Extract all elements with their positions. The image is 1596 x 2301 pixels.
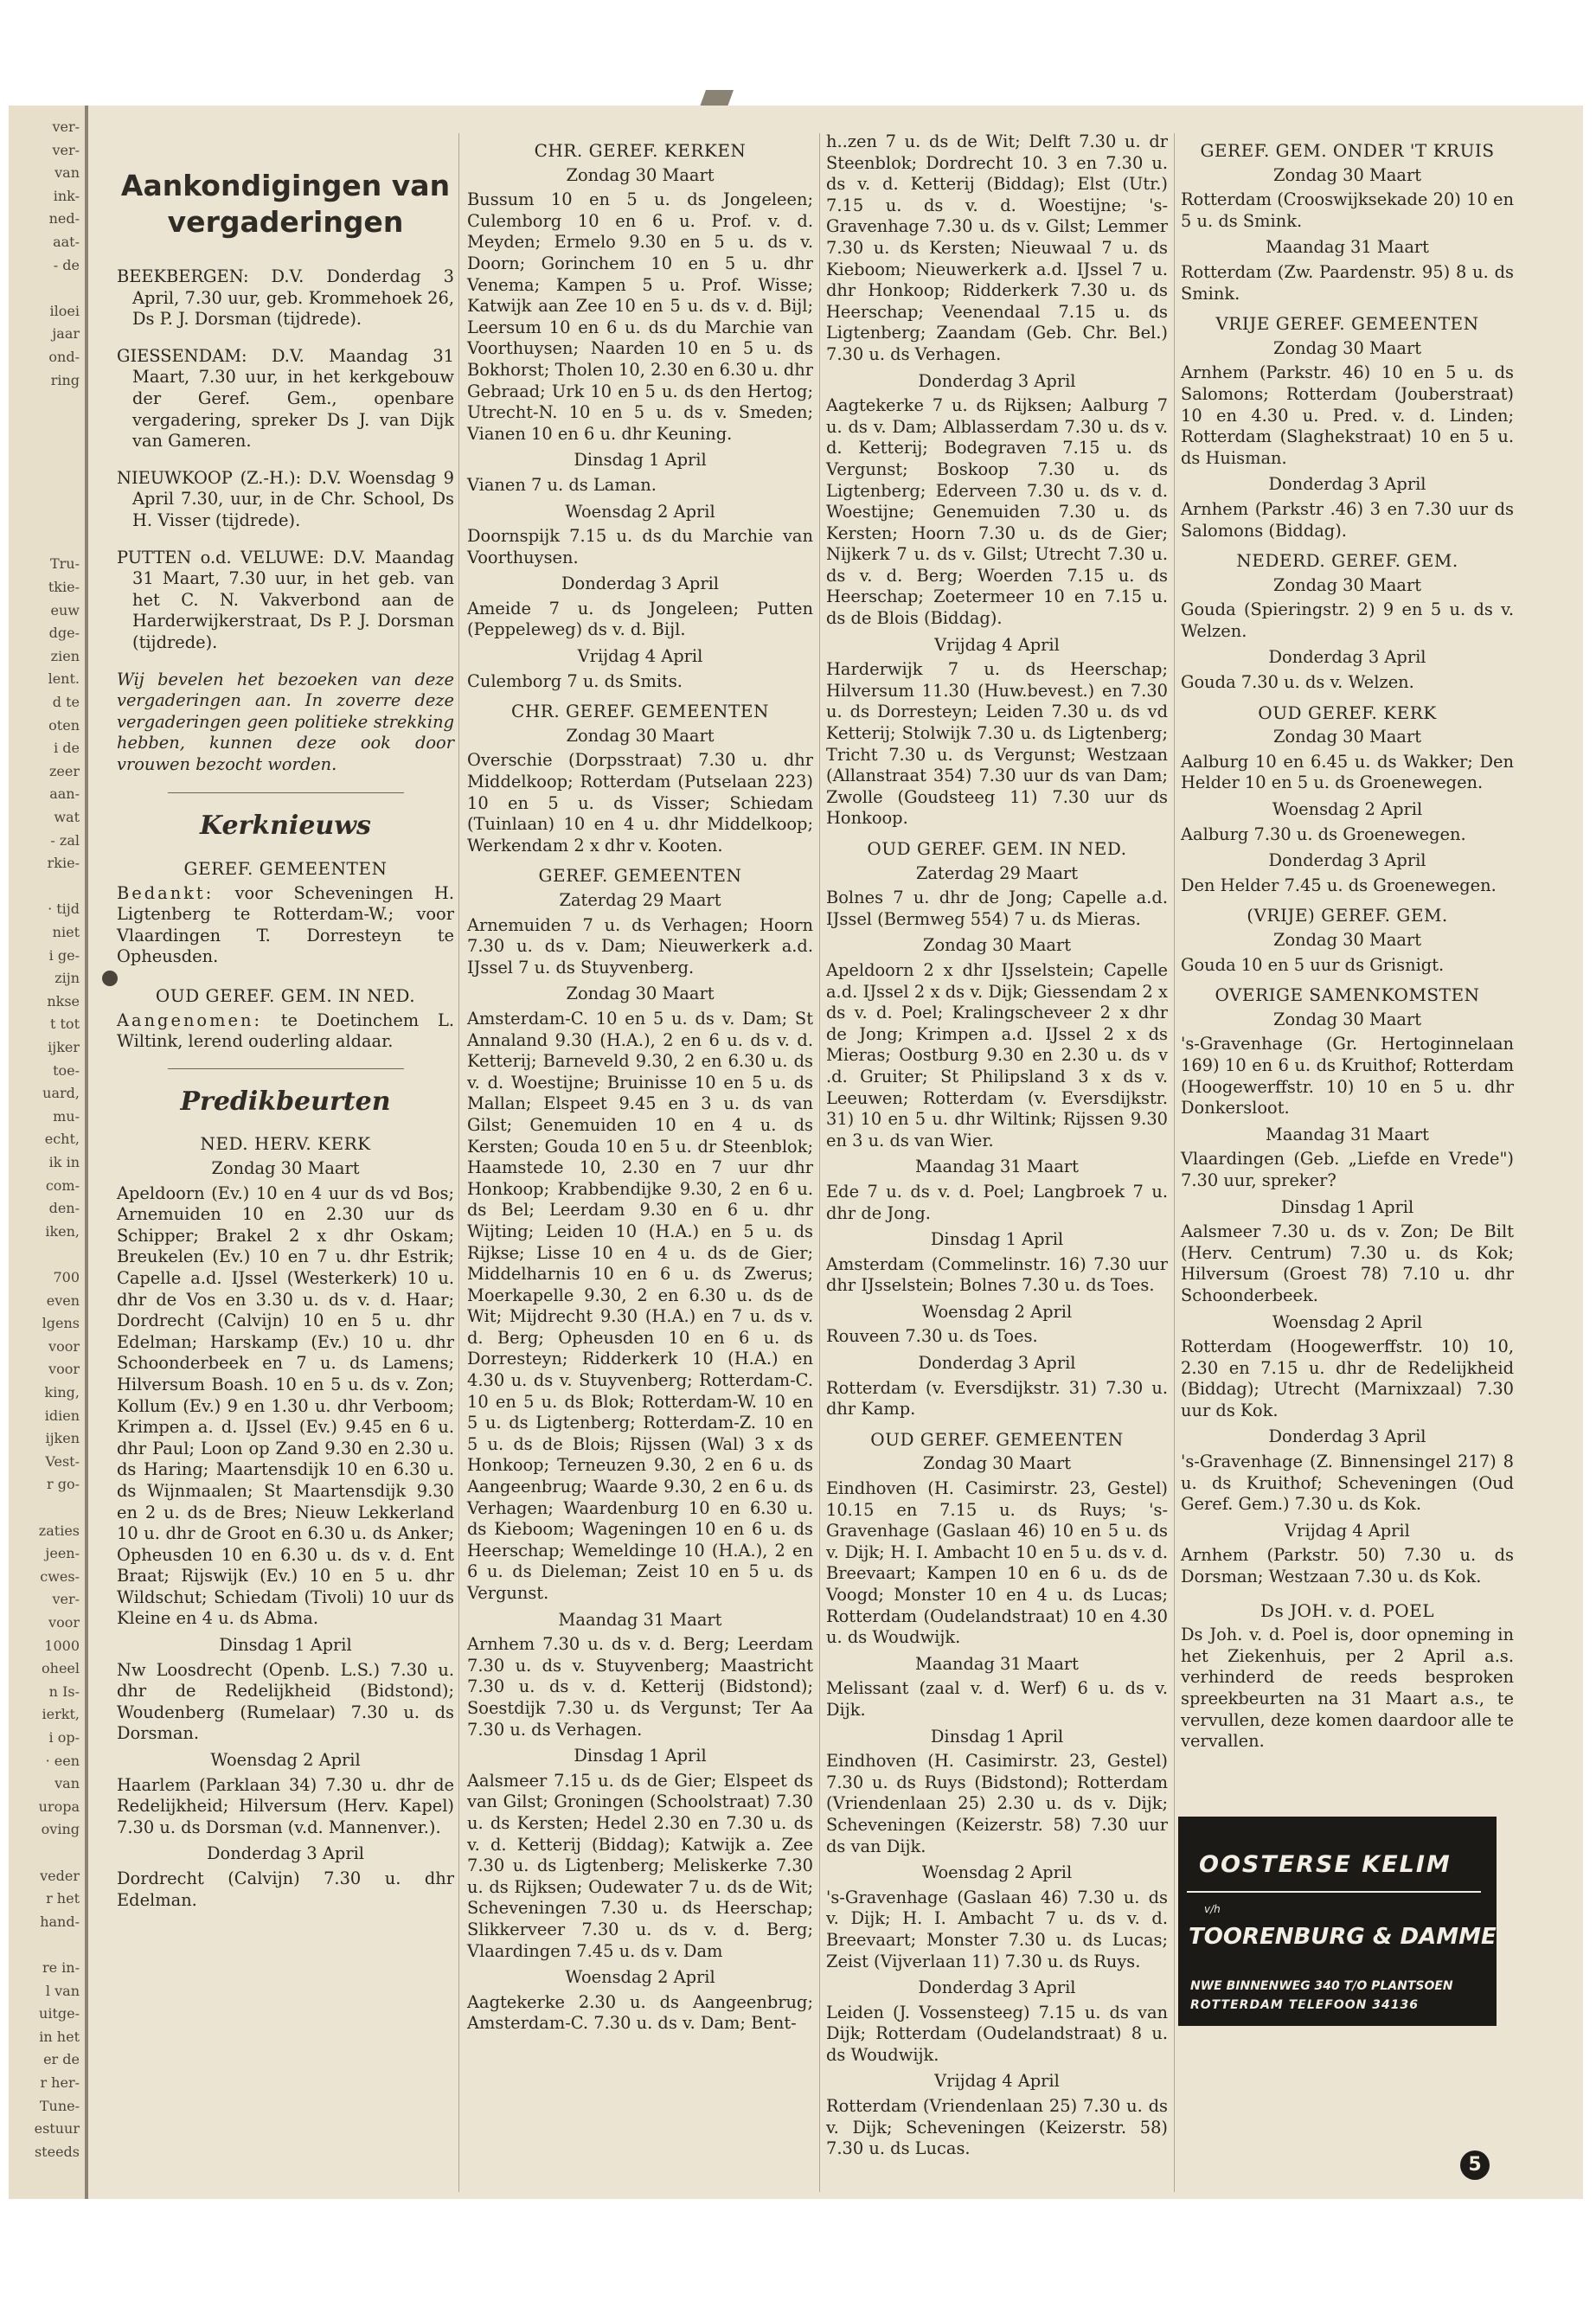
strip-line: even [46,1292,80,1309]
column-2 [467,131,813,2040]
day-heading: Vrijdag 4 April [934,634,1060,655]
bedankt-paragraph [117,883,454,968]
day-heading: Woensdag 2 April [921,1862,1073,1883]
schedule-text: Aalsmeer 7.15 u. ds de Gier; Elspeet ds van Gilst; Groningen (Schoolstraat) 7.30 u. ds Kersten; Hedel 2.30 en 7.30 u. ds v. d. Ketterij (Biddag); Katwijk a. Zee 7.30 u. ds Ligtenberg; Meliskerke 7.30 u. ds Rijksen; Oudewater 7 u. ds de Wit; Scheveningen 7.30 u. ds Heerschap; Slikkerveer 7.30 u. ds v. d. Berg; Vlaardingen 7.45 u. ds v. Dam [467,1770,813,1961]
strip-line: van [54,164,80,182]
strip-line: euw [50,601,80,619]
schedule-text: Rotterdam (Zw. Paardenstr. 95) 8 u. ds Smink. [1181,261,1514,304]
announcement-item: GIESSENDAM: D.V. Maandag 31 Maart, 7.30 uur, in het kerkgebouw der Geref. Gem., openbare vergadering, spreker Ds J. van Dijk van Gameren. [117,345,454,452]
strip-line: d te [52,694,80,710]
announcement-item: PUTTEN o.d. VELUWE: D.V. Maandag 31 Maart, 7.30 uur, in het geb. van het C. N. Vakverbond aan de Harderwijkerstraat, Ds P. J. Dorsman (tijdrede). [117,547,454,652]
strip-line: zeer [48,762,80,779]
section-head: VRIJE GEREF. GEMEENTEN [1215,313,1479,335]
schedule-text: Haarlem (Parklaan 34) 7.30 u. dhr de Redelijkheid; Hilversum (Herv. Kapel) 7.30 u. ds Dorsman (v.d. Mannenver.). [117,1774,454,1837]
day-heading: Zondag 30 Maart [1272,574,1422,595]
day-heading: Vrijdag 4 April [934,2071,1060,2092]
strip-line: nkse [47,992,80,1009]
column-4 [1181,131,1514,1758]
strip-line: oten [48,716,80,734]
aangenomen-text: te Doetinchem L. Wiltink, lerend ouderling aldaar. [117,1009,454,1052]
strip-line: Vest- [45,1452,80,1470]
strip-line: echt, [44,1131,80,1148]
strip-line: uard, [42,1085,80,1102]
day-heading: Maandag 31 Maart [558,1609,722,1630]
schedule-text: Amsterdam-C. 10 en 5 u. ds v. Dam; St Annaland 9.30 (H.A.), 2 en 6 u. ds v. d. Ketterij; Barneveld 9.30, 2 en 6.30 u. ds v. d. Woestijne; Bruinisse 10 en 5 u. ds Mallan; Elspeet 9.45 en 3 u. ds van Gilst; Genemuiden 10 en 4 u. ds Kersten; Gouda 10 en 5 u. dr Steenblok; Haamstede 10, 2.30 en 7 uur dhr Honkoop; Krabbendijke 9.30, 2 en 6 u. ds Bel; Leerdam 9.30 en 6 u. dhr Wijting; Leiden 10 (H.A.) en 5 u. ds Rijkse; Lisse 10 en 4 u. ds de Gier; Middelharnis 10 en 6 u. ds Zwerus; Moerkapelle 9.30, 2 en 6.30 u. ds de Wit; Mijdrecht 9.30 (H.A.) en 7 u. ds v. d. Berg; Opheusden 10 en 6 u. ds Dorresteyn; Ridderkerk 10 (H.A.) en 4.30 u. ds v. Stuyvenberg; Rotterdam-C. 10 en 5 u. ds Blok; Rotterdam-W. 10 en 5 u. ds Ligtenberg; Rotterdam-Z. 10 en 5 u. ds de Blois; Rijssen (Wal) 3 x ds Honkoop; Terneuzen 9.30, 2 en 6 u. ds Aangeenbrug; Waarde 9.30, 2 en 6 u. ds Verhagen; Waardenburg 10 en 6.30 u. ds Kieboom; Wageningen 10 en 6 u. ds Heerschap; Wemeldinge 10 (H.A.), 2 en 6 u. ds Dieleman; Zeist 10 en 5 u. ds Vergunst. [467,1008,813,1603]
announcements-list [117,266,454,654]
strip-line: oheel [42,1660,80,1677]
day-heading: Dinsdag 1 April [930,1229,1064,1250]
strip-line: Tune- [39,2097,80,2114]
schedule-text: Aagtekerke 2.30 u. ds Aangeenbrug; Amsterdam-C. 7.30 u. ds v. Dam; Bent- [467,1991,813,2034]
strip-line: iken, [45,1222,80,1240]
schedule-text: Bolnes 7 u. dhr de Jong; Capelle a.d. IJssel (Bermweg 554) 7 u. ds Mieras. [826,888,1168,929]
strip-line: ver- [52,141,80,158]
schedule-text: Gouda 10 en 5 uur ds Grisnigt. [1181,954,1445,975]
strip-line: idien [44,1407,80,1424]
day-heading: Zondag 30 Maart [1272,164,1422,185]
column-4-blocks [1181,140,1514,1588]
divider [168,792,404,793]
section-head: (VRIJE) GEREF. GEM. [1247,905,1448,926]
day-heading: Dinsdag 1 April [574,1746,707,1766]
day-heading: Woensdag 2 April [210,1750,361,1771]
strip-line: · tijd [48,901,80,918]
section-head: OVERIGE SAMENKOMSTEN [1215,984,1480,1006]
day-heading: Woensdag 2 April [565,501,715,522]
strip-line: van [54,1775,80,1792]
schedule-text: Bussum 10 en 5 u. ds Jongeleen; Culemborg 10 en 6 u. Prof. v. d. Meyden; Ermelo 9.30 en 5 u. ds v. Doorn; Gorinchem 10 en 5 u. dhr Venema; Kampen 5 u. Prof. Wisse; Katwijk aan Zee 10 en 5 u. ds v. d. Bijl; Leersum 10 en 6 u. ds du Marchie van Voorthuysen; Naarden 10 en 5 u. ds Bokhorst; Tholen 10, 2.30 en 6.30 u. dhr Gebraad; Urk 10 en 5 u. ds den Hertog; Utrecht-N. 10 en 5 u. ds v. Smeden; Vianen 10 en 6 u. dhr Keuning. [467,189,813,444]
day-heading: Zondag 30 Maart [566,984,715,1004]
schedule-text: Arnhem (Parkstr. 46) 10 en 5 u. ds Salomons; Rotterdam (Jouberstraat) 10 en 4.30 u. Pred. v. d. Linden; Rotterdam (Slaghekstraat) 10 en 5 u. ds Huisman. [1181,362,1514,468]
schedule-text: Leiden (J. Vossensteeg) 7.15 u. ds van Dijk; Rotterdam (Oudelandstraat) 8 u. ds Woudwijk. [826,2002,1168,2065]
strip-line: iloei [49,302,80,319]
schedule-text: Doornspijk 7.15 u. ds du Marchie van Voorthuysen. [467,526,813,567]
schedule-text: Melissant (zaal v. d. Werf) 6 u. ds v. Dijk. [826,1678,1168,1720]
schedule-text: Arnemuiden 7 u. ds Verhagen; Hoorn 7.30 u. ds v. Dam; Nieuwerkerk a.d. IJssel 7 u. ds Stuyvenberg. [467,914,813,977]
day-heading: Maandag 31 Maart [1266,1124,1429,1144]
schedule-text: 's-Gravenhage (Gr. Hertoginnelaan 169) 10 en 6 u. ds Kruithof; Rotterdam (Hoogewerffstr. 10) 10 en 5 u. dhr Donkersloot. [1181,1034,1514,1118]
strip-line: toe- [53,1061,80,1079]
section-head: NEDERD. GEREF. GEM. [1236,550,1458,572]
day-heading: Woensdag 2 April [921,1301,1073,1322]
schedule-text: Arnhem (Parkstr. 50) 7.30 u. ds Dorsman; Westzaan 7.30 u. ds Kok. [1181,1545,1514,1587]
strip-line: ver- [52,1591,80,1608]
continued-text: h..zen 7 u. ds de Wit; Delft 7.30 u. dr Steenblok; Dordrecht 10. 3 en 7.30 u. ds v. d. Ketterij (Biddag); Elst (Utr.) 7.15 u. ds v. d. Woestijne; 's-Gravenhage 7.30 u. ds v. Gilst; Lemmer 7.30 u. ds Kersten; Nieuwaal 7 u. ds Kieboom; Nieuwerkerk a.d. IJssel 7 u. dhr Honkoop; Ridderkerk 7.30 u. ds Heerschap; Veenendaal 7.15 u. ds Ligtenberg; Zaandam (Geb. Chr. Bel.) 7.30 u. ds Verhagen. [826,131,1168,364]
schedule-text: Gouda 7.30 u. ds v. Welzen. [1181,672,1414,693]
strip-line: jeen- [45,1545,80,1562]
strip-line: - zal [50,831,80,849]
bullet-icon [102,971,118,986]
day-heading: Zaterdag 29 Maart [559,890,721,910]
strip-line: lgens [42,1315,80,1332]
section-head: OUD GEREF. KERK [1258,702,1437,723]
ad-line-1: OOSTERSE KELIM [1199,1851,1452,1878]
strip-line: ijken [45,1430,80,1447]
strip-line: den- [48,1200,80,1217]
day-heading: Donderdag 3 April [918,370,1076,391]
strip-line: uitge- [39,2005,80,2022]
strip-line: voor [48,1337,80,1355]
schedule-text: Aalburg 7.30 u. ds Groenewegen. [1181,824,1466,844]
day-heading: Zondag 30 Maart [566,164,715,185]
day-heading: Zondag 30 Maart [1272,1009,1422,1029]
schedule-text: Overschie (Dorpsstraat) 7.30 u. dhr Middelkoop; Rotterdam (Putselaan 223) 10 en 5 u. ds Visser; Schiedam (Tuinlaan) 10 en 4 u. dhr Middelkoop; Werkendam 2 x dhr v. Kooten. [467,750,813,856]
day-heading: Woensdag 2 April [565,1967,715,1988]
strip-line: n Is- [48,1682,80,1700]
schedule-text: Aalburg 10 en 6.45 u. ds Wakker; Den Helder 10 en 5 u. ds Groenewegen. [1181,751,1514,793]
schedule-text: Rotterdam (v. Eversdijkstr. 31) 7.30 u. dhr Kamp. [826,1377,1168,1420]
section-head: GEREF. GEMEENTEN [538,865,742,887]
bedankt-text: voor Scheveningen H. Ligtenberg te Rotterdam-W.; voor Vlaardingen T. Dorresteyn te Opheusden. [117,882,454,967]
day-heading: Donderdag 3 April [1268,474,1426,495]
strip-line: ring [50,371,80,388]
predikbeurten-title: Predikbeurten [180,1086,391,1117]
schedule-text: Harderwijk 7 u. ds Heerschap; Hilversum 11.30 (Huw.bevest.) en 7.30 u. ds Dorresteyn; Leiden 7.30 u. ds vd Ketterij; Stolwijk 7.30 u. ds Ligtenberg; Tricht 7.30 u. ds Vergunst; Westzaan (Allanstraat 354) 7.30 uur ds van Dam; Zwolle (Goudsteeg 11) 7.30 uur ds Honkoop. [826,659,1168,829]
day-heading: Zondag 30 Maart [922,1453,1072,1474]
bedankt-label: Bedankt: [117,882,215,903]
strip-line: ierkt, [42,1706,80,1723]
ad-line-5: ROTTERDAM TELEFOON 34136 [1190,1998,1419,2012]
strip-line: re in- [42,1959,80,1976]
left-column-fragment [9,106,88,2199]
strip-line: l van [45,1982,80,1999]
section-head-ned-herv-kerk: NED. HERV. KERK [200,1133,371,1155]
day-heading: Donderdag 3 April [1268,850,1426,871]
day-heading: Vrijdag 4 April [577,646,703,667]
strip-line: uropa [38,1798,80,1815]
schedule-text: Ede 7 u. ds v. d. Poel; Langbroek 7 u. dhr de Jong. [826,1181,1168,1223]
schedule-text: 's-Gravenhage (Z. Binnensingel 217) 8 u. ds Kruithof; Scheveningen (Oud Geref. Gem.) 7.30 u. ds Kok. [1181,1452,1514,1515]
strip-line: 700 [53,1269,80,1285]
strip-line: zien [50,647,80,664]
strip-line: in het [39,2028,80,2045]
strip-line: r het [46,1890,80,1907]
schedule-text: Vlaardingen (Geb. „Liefde en Vrede") 7.30 uur, spreker? [1181,1149,1514,1190]
strip-line: r go- [46,1476,80,1493]
strip-line: rkie- [47,855,80,872]
schedule-text: Arnhem (Parkstr .46) 3 en 7.30 uur ds Salomons (Biddag). [1181,498,1514,541]
schedule-text: Aalsmeer 7.30 u. ds v. Zon; De Bilt (Herv. Centrum) 7.30 u. ds Kok; Hilversum (Groest 78) 7.10 u. dhr Schoonderbeek. [1181,1221,1514,1305]
page-number-badge: 5 [1460,2150,1490,2180]
strip-line: ver- [52,119,80,135]
strip-line: voor [48,1614,80,1631]
strip-line: voor [48,1361,80,1378]
day-heading: Zondag 30 Maart [211,1158,360,1178]
strip-line: hand- [40,1913,80,1930]
column-divider [1174,133,1175,2192]
schedule-text: Arnhem 7.30 u. ds v. d. Berg; Leerdam 7.30 u. ds v. Stuyvenberg; Maastricht 7.30 u. ds v. d. Ketterij (Bidstond); Soestdijk 7.30 u. ds Vergunst; Ter Aa 7.30 u. ds Verhagen. [467,1634,813,1740]
strip-line: er de [43,2051,80,2068]
announcements-notice: Wij bevelen het bezoeken van deze vergaderingen aan. In zoverre deze vergaderingen geen politieke strekking hebben, kunnen deze ook door vrouwen bezocht worden. [117,669,454,774]
strip-line: dge- [48,625,80,642]
strip-line: ond- [48,349,80,365]
divider [168,1068,404,1069]
schedule-text: Rotterdam (Crooswijksekade 20) 10 en 5 u. ds Smink. [1181,189,1514,231]
day-heading: Vrijdag 4 April [1285,1520,1410,1541]
strip-line: jaar [52,325,80,343]
section-head-oud-geref: OUD GEREF. GEM. IN NED. [155,985,416,1007]
strip-line: aat- [53,234,80,250]
section-head-geref-gemeenten: GEREF. GEMEENTEN [183,858,388,880]
announcements-title: Aankondigingen van vergaderingen [120,169,451,239]
strip-line: ijker [48,1039,80,1055]
day-heading: Zondag 30 Maart [1272,930,1422,950]
day-heading: Zondag 30 Maart [566,725,715,746]
strip-line: i ge- [48,946,80,964]
column-1 [117,131,454,1916]
day-heading: Zondag 30 Maart [922,935,1072,956]
day-heading: Dinsdag 1 April [930,1726,1064,1747]
day-heading: Dinsdag 1 April [1280,1196,1414,1217]
column-3 [826,131,1168,2165]
ad-line-3: TOORENBURG & DAMME [1189,1924,1497,1950]
ned-herv-sections [117,1158,454,1911]
strip-line: Tru- [49,555,80,573]
day-heading: Donderdag 3 April [1268,647,1426,668]
strip-line: zijn [54,970,80,987]
strip-line: com- [45,1176,80,1194]
section-head: OUD GEREF. GEM. IN NED. [867,838,1127,859]
schedule-text: Apeldoorn 2 x dhr IJsselstein; Capelle a.d. IJssel 2 x ds v. Dijk; Giessendam 2 x ds v. d. Poel; Kralingscheveer 2 x dhr de Jong; Krimpen a.d. IJssel 2 x ds Mieras; Oostburg 9.30 en 2.30 u. ds v .d. Gruiter; St Philipsland 3 x ds v. Leeuwen; Rotterdam (v. Eversdijkstr. 31) 10 en 5 u. dhr Wiltink; Rijssen 9.30 en 3 u. ds van Wier. [826,959,1168,1150]
strip-line: ned- [48,210,80,228]
day-heading: Donderdag 3 April [1268,1426,1426,1447]
column-3-blocks [826,371,1168,2160]
day-heading: Donderdag 3 April [561,574,719,594]
poel-head: Ds JOH. v. d. POEL [1259,1599,1435,1621]
strip-line: niet [52,924,80,940]
column-divider [819,133,820,2192]
schedule-text: Culemborg 7 u. ds Smits. [467,670,683,691]
schedule-text: Rotterdam (Hoogewerffstr. 10) 10, 2.30 en 7.15 u. dhr de Redelijkheid (Biddag); Utrecht (Marnixzaal) 7.30 uur ds Kok. [1181,1336,1514,1420]
column-divider [458,133,459,2192]
poel-text: Ds Joh. v. d. Poel is, door opneming in het Ziekenhuis, per 2 April a.s. verhinderd de reeds besproken spreekbeurten na 31 Maart a.s., te vervullen, deze komen daardoor alle te vervallen. [1181,1625,1514,1752]
schedule-text: Eindhoven (H. Casimirstr. 23, Gestel) 7.30 u. ds Ruys (Bidstond); Rotterdam (Vriendenlaan 25) 2.30 u. ds v. Dijk; Scheveningen (Keizerstr. 58) 7.30 uur ds van Dijk. [826,1751,1168,1856]
ad-rule [1187,1891,1481,1893]
schedule-text: Dordrecht (Calvijn) 7.30 u. dhr Edelman. [117,1868,454,1910]
strip-line: veder [40,1867,80,1884]
strip-line: i op- [48,1729,80,1746]
day-heading: Donderdag 3 April [918,1353,1076,1374]
strip-line: wat [54,809,80,825]
schedule-text: Amsterdam (Commelinstr. 16) 7.30 uur dhr IJsselstein; Bolnes 7.30 u. ds Toes. [826,1253,1168,1296]
section-head: GEREF. GEM. ONDER 'T KRUIS [1200,140,1495,161]
schedule-text: Gouda (Spieringstr. 2) 9 en 5 u. ds v. Welzen. [1181,599,1514,641]
day-heading: Dinsdag 1 April [574,450,707,471]
day-heading: Donderdag 3 April [206,1843,364,1864]
schedule-text: Aagtekerke 7 u. ds Rijksen; Aalburg 7 u. ds v. Dam; Alblasserdam 7.30 u. ds v. d. Ketterij; Bodegraven 7.15 u. ds Vergunst; Boskoop 7.30 u. ds Ligtenberg; Ederveen 7.30 u. ds v. d. Woestijne; Genemuiden 7.30 u. ds Kersten; Hoorn 7.30 u. ds de Gier; Nijkerk 7 u. ds v. Gilst; Utrecht 7.30 u. ds v. d. Berg; Woerden 7.15 u. ds Heerschap; Zoetermeer 10 en 7.15 u. ds de Blois (Biddag). [826,395,1168,629]
section-head: OUD GEREF. GEMEENTEN [870,1428,1124,1450]
day-heading: Dinsdag 1 April [219,1635,352,1656]
strip-line: aan- [49,785,80,803]
schedule-text: Den Helder 7.45 u. ds Groenewegen. [1181,875,1497,895]
announcement-item: NIEUWKOOP (Z.-H.): D.V. Woensdag 9 April 7.30, uur, in de Chr. School, Ds H. Visser (tijdrede). [117,467,454,530]
day-heading: Woensdag 2 April [1272,799,1423,820]
schedule-text: Vianen 7 u. ds Laman. [467,474,657,495]
kerknieuws-title: Kerknieuws [200,811,371,842]
ad-line-2: v/h [1204,1903,1221,1915]
day-heading: Donderdag 3 April [918,1977,1076,1998]
strip-line: r her- [40,2074,80,2091]
strip-line: zaties [38,1522,80,1539]
strip-line: cwes- [40,1567,80,1585]
strip-line: ink- [53,187,80,204]
aangenomen-paragraph [117,1010,454,1053]
strip-line: i de [54,740,80,757]
day-heading: Woensdag 2 April [1272,1311,1423,1332]
strip-line: t tot [49,1016,80,1033]
day-heading: Zaterdag 29 Maart [916,862,1078,883]
strip-line: oving [41,1821,80,1838]
day-heading: Maandag 31 Maart [1266,237,1429,258]
ad-line-4: NWE BINNENWEG 340 T/O PLANTSOEN [1190,1979,1453,1993]
strip-line: estuur [34,2120,80,2138]
schedule-text: Rouveen 7.30 u. ds Toes. [826,1326,1038,1347]
schedule-text: Apeldoorn (Ev.) 10 en 4 uur ds vd Bos; Arnemuiden 10 en 2.30 uur ds Schipper; Brakel 2 x dhr Oskam; Breukelen (Ev.) 10 en 7 u. dhr Estrik; Capelle a.d. IJssel (Westerkerk) 10 u. dhr de Vos en 3.30 u. ds v. d. Haar; Dordrecht (Calvijn) 10 en 5 u. dhr Edelman; Harskamp (Ev.) 10 u. dhr Schoonderbeek en 7 u. ds Lamens; Hilversum Boash. 10 en 5 u. ds v. Zon; Kollum (Ev.) 9 en 1.30 u. dhr Verboom; Krimpen a. d. IJssel (Ev.) 9.45 en 6 u. dhr Paul; Loon op Zand 9.30 en 2.30 u. ds Haring; Maartensdijk 10 en 6.30 u. ds Wijnmaalen; St Maartensdijk 9.30 en 2 u. ds de Bres; Nieuw Lekkerland 10 u. dhr de Groot en 6.30 u. ds Anker; Opheusden 10 en 6.30 u. ds v. d. Ent Braat; Rijswijk (Ev.) 10 en 5 u. dhr Wildschut; Schiedam (Tivoli) 10 uur ds Kleine en 4 u. ds Abma. [117,1183,454,1629]
section-head: CHR. GEREF. KERKEN [534,140,747,161]
day-heading: Maandag 31 Maart [915,1653,1079,1674]
day-heading: Maandag 31 Maart [915,1157,1079,1177]
schedule-text: Eindhoven (H. Casimirstr. 23, Gestel) 10.15 en 7.15 u. ds Ruys; 's-Gravenhage (Gaslaan 46) 10 en 5 u. ds v. Dijk; H. I. Ambacht 10 en 5 u. ds v. d. Breevaart; Kampen 10 en 6 u. ds de Voogd; Monster 10 en 4 u. ds Lucas; Rotterdam (Oudelandstraat) 10 en 4.30 u. ds Woudwijk. [826,1478,1168,1648]
section-head: CHR. GEREF. GEMEENTEN [511,701,769,722]
strip-line: steeds [34,2143,80,2160]
strip-line: · een [45,1752,80,1769]
schedule-text: 's-Gravenhage (Gaslaan 46) 7.30 u. ds v. Dijk; H. I. Ambacht 7 u. ds v. d. Breevaart; Monster 7.30 u. ds Lucas; Zeist (Vijverlaan 11) 7.30 u. ds Ruys. [826,1887,1168,1971]
strip-line: lent. [48,670,80,688]
kelim-advertisement [1178,1817,1497,2026]
strip-line: 1000 [44,1637,80,1654]
strip-line: king, [44,1384,80,1400]
day-heading: Zondag 30 Maart [1272,727,1422,747]
strip-line: mu- [53,1107,80,1125]
schedule-text: Nw Loosdrecht (Openb. L.S.) 7.30 u. dhr de Redelijkheid (Bidstond); Woudenberg (Rumelaar) 7.30 u. ds Dorsman. [117,1659,454,1744]
strip-line: tkie- [48,579,80,595]
strip-line: ik in [48,1154,80,1170]
strip-line: - de [53,256,80,273]
schedule-text: Ameide 7 u. ds Jongeleen; Putten (Peppeleweg) ds v. d. Bijl. [467,598,813,640]
schedule-text: Rotterdam (Vriendenlaan 25) 7.30 u. ds v. Dijk; Scheveningen (Keizerstr. 58) 7.30 u. ds Lucas. [826,2096,1168,2159]
day-heading: Zondag 30 Maart [1272,337,1422,358]
announcement-item: BEEKBERGEN: D.V. Donderdag 3 April, 7.30 uur, geb. Krommehoek 26, Ds P. J. Dorsman (tijdrede). [117,266,454,330]
aangenomen-label: Aangenomen: [117,1009,262,1030]
